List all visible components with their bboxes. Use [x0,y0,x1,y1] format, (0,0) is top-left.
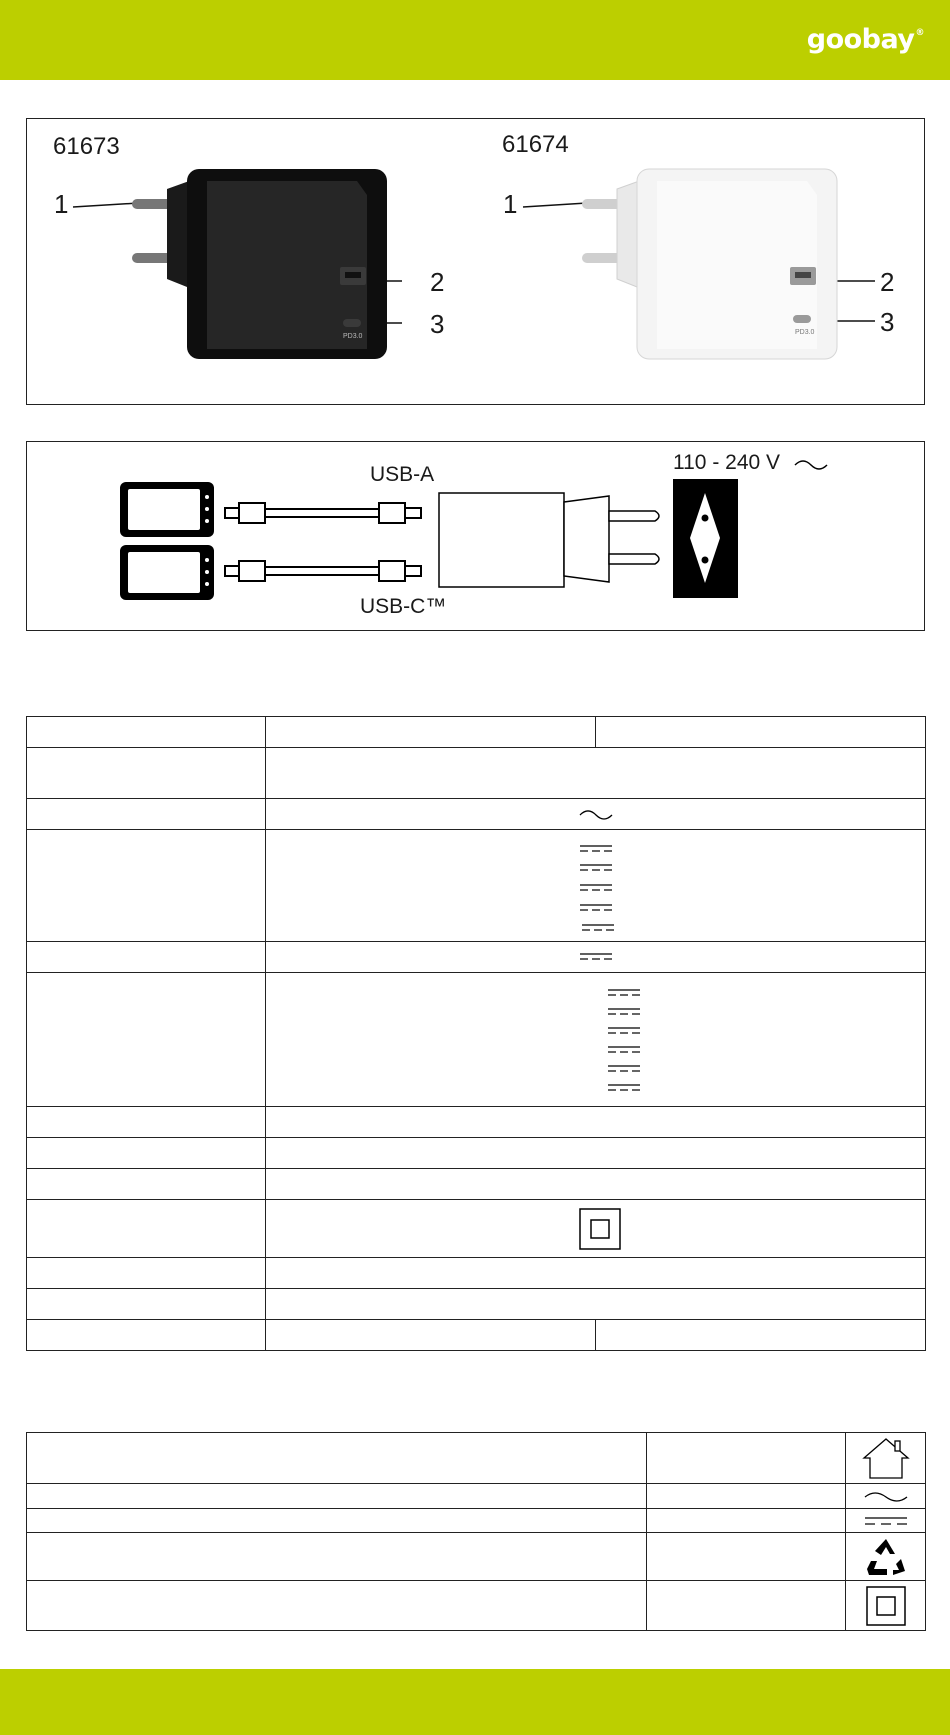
model-number-black: 61673 [53,133,120,160]
callout-1-white: 1 [503,189,518,219]
callout-2-black: 2 [430,267,445,297]
footer-band [0,1669,950,1735]
table-row [27,1509,926,1533]
table-row [27,1581,926,1631]
house-icon [846,1433,926,1484]
callout-3-white: 3 [880,307,895,337]
charger-white-illustration [27,119,924,404]
table-row [27,830,926,942]
table-row [27,1433,926,1484]
usb-a-label: USB-A [370,463,435,486]
double-square-icon [846,1581,926,1631]
voltage-label: 110 - 240 V [673,451,781,474]
usb-c-label: USB-C™ [360,595,447,618]
connection-diagram [26,441,925,631]
table-row [27,799,926,830]
table-row [27,1289,926,1320]
callout-3-black: 3 [430,309,445,339]
goobay-logo [807,24,924,55]
diagram-drawing [27,442,924,630]
dc-symbol-icon [846,1509,926,1533]
table-row [27,1533,926,1581]
table-row [27,1138,926,1169]
model-number-white: 61674 [502,131,569,158]
table-row [27,717,926,748]
dc-symbols-list [266,830,926,942]
callout-1-black: 1 [54,189,69,219]
table-row [27,1169,926,1200]
ac-symbol-icon [846,1484,926,1509]
dc-symbols-list [266,973,926,1107]
port-label-white: PD3.0 [795,329,815,336]
logo-text: goobay [806,24,915,55]
symbols-table [26,1432,926,1631]
table-row [27,1107,926,1138]
dc-symbol-icon [266,942,926,973]
recycle-icon [846,1533,926,1581]
double-square-icon [266,1200,926,1258]
table-row [27,973,926,1107]
table-row [27,942,926,973]
callout-2-white: 2 [880,267,895,297]
table-row [27,1258,926,1289]
table-row [27,1320,926,1351]
header-band [0,0,950,80]
table-row [27,1200,926,1258]
registered-mark: ® [915,28,924,38]
table-row [27,748,926,799]
port-label-black: PD3.0 [343,333,363,340]
product-images-panel [26,118,925,405]
ac-symbol-icon [266,799,926,830]
specification-table [26,716,926,1351]
table-row [27,1484,926,1509]
